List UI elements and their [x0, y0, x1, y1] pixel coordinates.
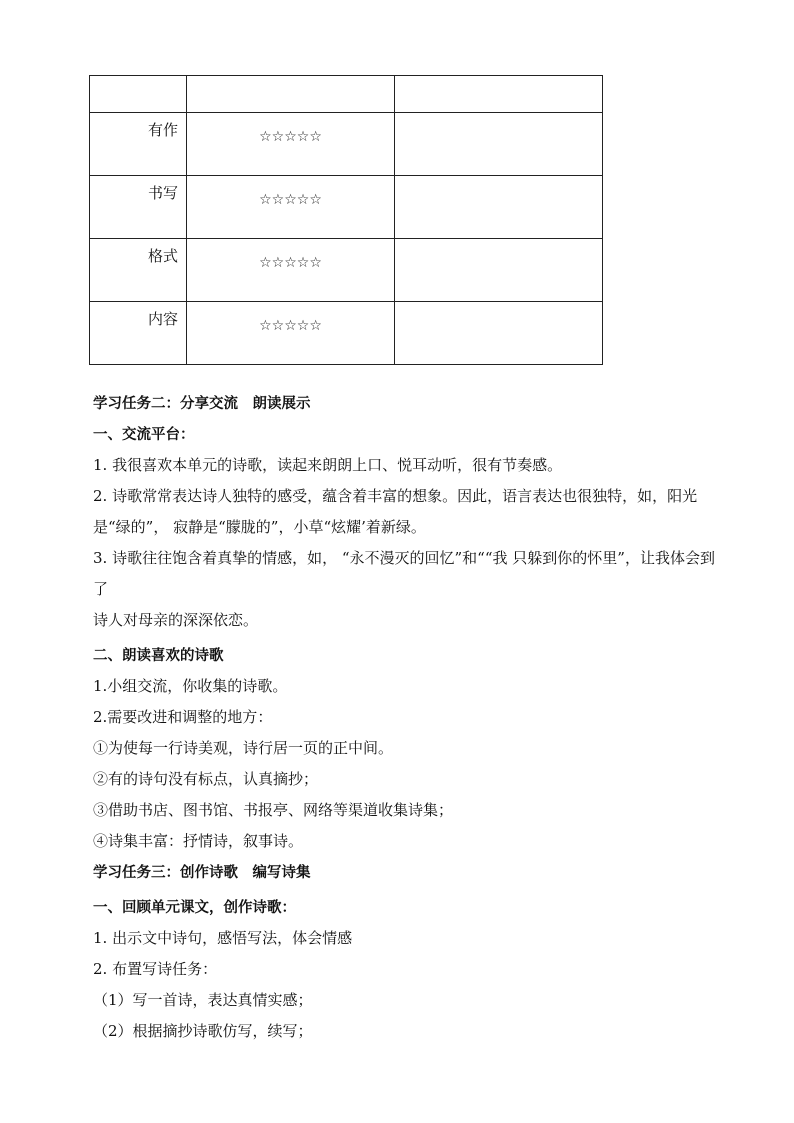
list-item: ③借助书店、图书馆、书报亭、网络等渠道收集诗集；: [93, 801, 454, 819]
list-item: ①为使每一行诗美观，诗行居一页的正中间。: [93, 739, 394, 757]
list-item: （2）根据摘抄诗歌仿写，续写；: [93, 1022, 313, 1040]
notes-cell: [395, 176, 603, 239]
task3-heading: 学习任务三：创作诗歌 编写诗集: [93, 864, 311, 881]
table-row: [90, 176, 603, 239]
paragraph: 2. 诗歌常常表达诗人独特的感受，蕴含着丰富的想象。因此，语言表达也很独特，如，阳光是“绿的”， 寂静是“朦胧的”，小草“炫耀’着新绿。: [93, 487, 698, 536]
header-cell: [187, 76, 395, 113]
evaluation-table: [89, 75, 603, 365]
table-row: [90, 302, 603, 365]
paragraph: 3. 诗歌往往饱含着真挚的情感，如， “永不漫灭的回忆”和““我 只躲到你的怀里”，让我体会到了: [93, 549, 715, 598]
paragraph: 诗人对母亲的深深依恋。: [93, 611, 259, 629]
criterion-label: 格式: [147, 247, 178, 265]
star-rating: ☆☆☆☆☆: [259, 255, 322, 271]
section-heading: 一、交流平台：: [93, 426, 195, 443]
list-item: 1. 出示文中诗句，感悟写法，体会情感: [93, 929, 353, 947]
criterion-label: 有作: [147, 121, 178, 139]
table-row: [90, 113, 603, 176]
task2-heading: 学习任务二：分享交流 朗读展示: [93, 395, 311, 412]
list-item: 2. 布置写诗任务：: [93, 960, 218, 978]
paragraph: 1. 我很喜欢本单元的诗歌，读起来朗朗上口、悦耳动听，很有节奏感。: [93, 456, 563, 474]
section-heading: 二、朗读喜欢的诗歌: [93, 647, 224, 664]
notes-cell: [395, 302, 603, 365]
star-rating: ☆☆☆☆☆: [259, 129, 322, 145]
list-item: 2.需要改进和调整的地方：: [93, 708, 273, 726]
list-item: ④诗集丰富：抒情诗，叙事诗。: [93, 832, 304, 850]
table-header-row: [90, 76, 603, 113]
list-item: ②有的诗句没有标点，认真摘抄；: [93, 770, 319, 788]
star-rating: ☆☆☆☆☆: [259, 192, 322, 208]
list-item: （1）写一首诗，表达真情实感；: [93, 991, 313, 1009]
table-row: [90, 239, 603, 302]
document-body: [93, 388, 715, 1047]
criterion-label: 书写: [147, 184, 178, 202]
criterion-label: 内容: [147, 310, 178, 328]
list-item: 1.小组交流，你收集的诗歌。: [93, 677, 288, 695]
header-cell: [395, 76, 603, 113]
header-cell: [90, 76, 187, 113]
star-rating: ☆☆☆☆☆: [259, 318, 322, 334]
notes-cell: [395, 113, 603, 176]
notes-cell: [395, 239, 603, 302]
section-heading: 一、回顾单元课文，创作诗歌：: [93, 899, 296, 916]
